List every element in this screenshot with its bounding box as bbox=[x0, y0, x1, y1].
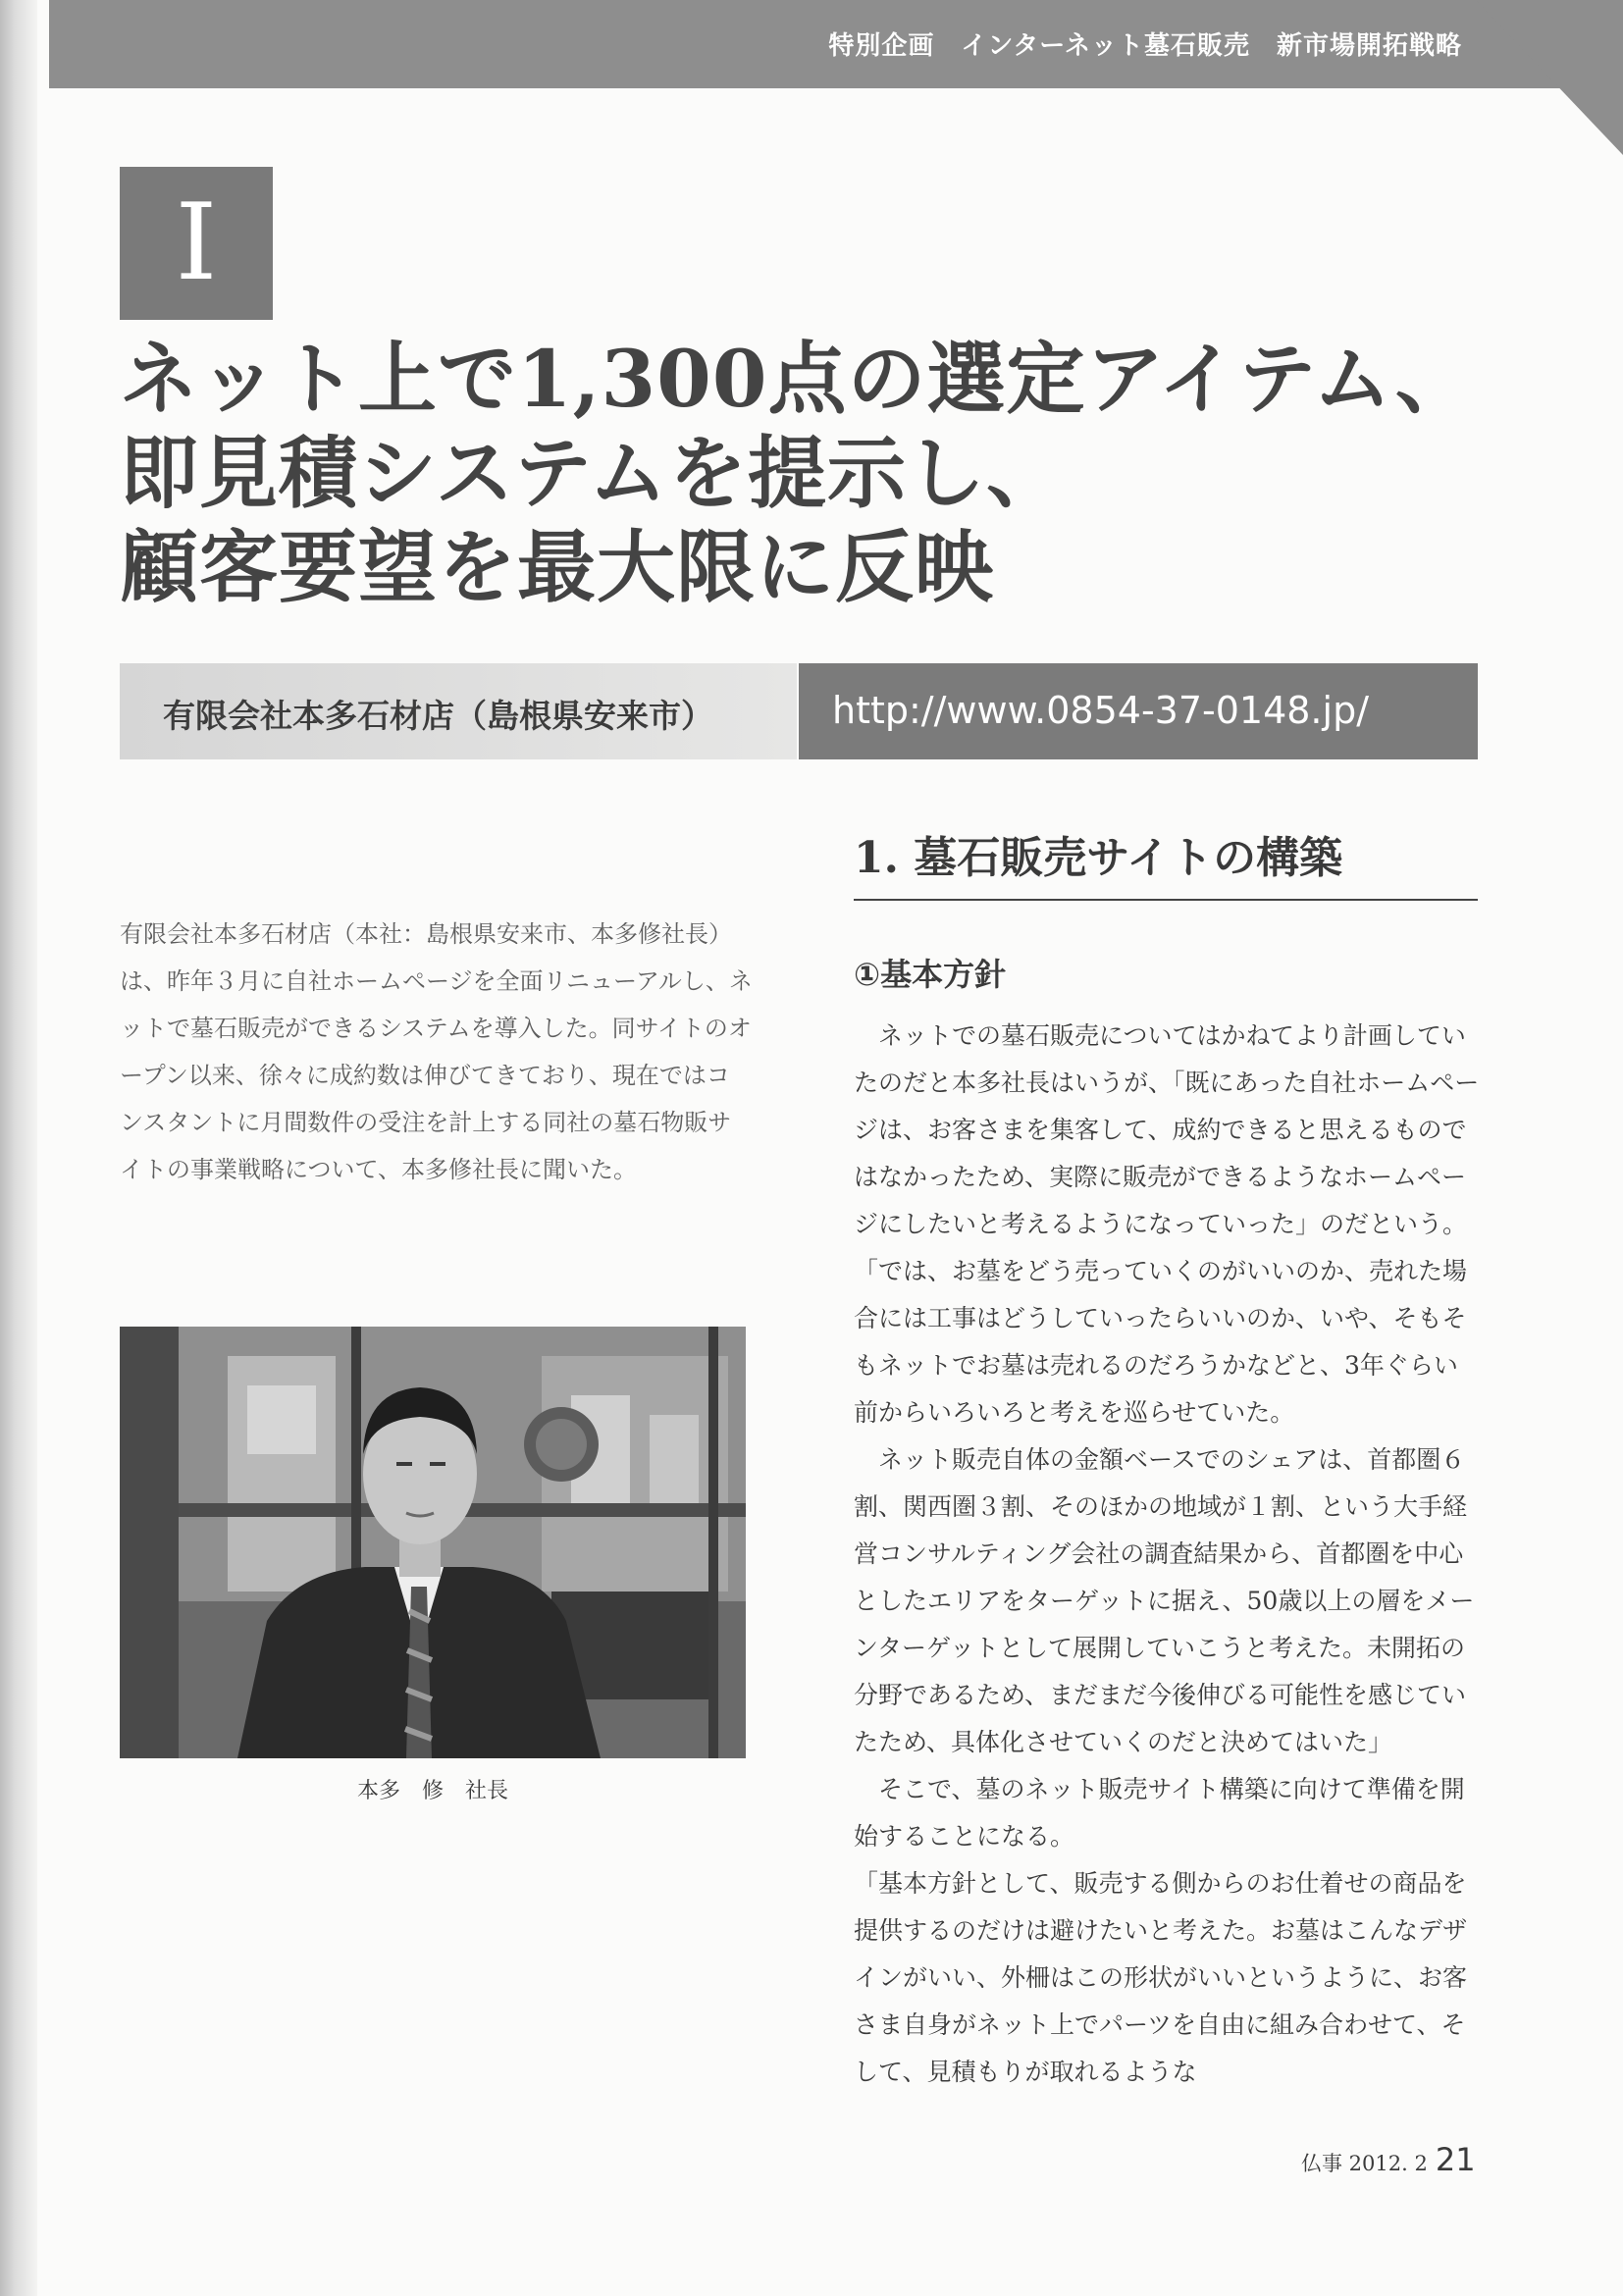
body-paragraph: 「では、お墓をどう売っていくのがいいのか、売れた場合には工事はどうしていったらいいのか、いや、そもそもネットでお墓は売れるのだろうかなどと、3年ぐらい前からいろいろと考えを巡らせていた。 bbox=[854, 1257, 1468, 1427]
corner-tab bbox=[1476, 0, 1623, 155]
company-band bbox=[120, 663, 797, 759]
headline-line: ネット上で1,300点の選定アイテム、 bbox=[120, 333, 1475, 425]
page-number: 21 bbox=[1435, 2141, 1476, 2178]
running-title: 特別企画 インターネット墓石販売 新市場開拓戦略 bbox=[828, 31, 1462, 61]
chapter-marker bbox=[120, 167, 273, 320]
chapter-number: I bbox=[175, 182, 218, 304]
body-paragraph: ネット販売自体の金額ベースでのシェアは、首都圏６割、関西圏３割、そのほかの地域が１割、という大手経営コンサルティング会社の調査結果から、首都圏を中心としたエリアをターゲットに据え、50歳以上の層をメーンターゲットとして展開していこうと考えた。未開拓の分野であるため、まだまだ今後伸びる可能性を感じていたため、具体化させていくのだと決めてはいた」 bbox=[854, 1445, 1475, 1756]
photo-caption: 本多 修 社長 bbox=[356, 1779, 508, 1803]
article-body bbox=[854, 1013, 1482, 2096]
body-paragraph: そこで、墓のネット販売サイト構築に向けて準備を開始することになる。 bbox=[854, 1775, 1465, 1851]
article-headline bbox=[120, 332, 1513, 614]
page-footer bbox=[1301, 2141, 1476, 2178]
body-paragraph: ネットでの墓石販売についてはかねてより計画していたのだと本多社長はいうが、「既にあった自社ホームページは、お客さまを集客して、成約できると思えるものではなかったため、実際に販売ができるようなホームページにしたいと考えるようになっていった」のだという。 bbox=[854, 1021, 1480, 1238]
running-header bbox=[49, 0, 1609, 88]
company-name: 有限会社本多石材店（島根県安来市） bbox=[163, 697, 713, 735]
lead-text: 有限会社本多石材店（本社：島根県安来市、本多修社長）は、昨年３月に自社ホームページを全面リニューアルし、ネットで墓石販売ができるシステムを導入した。同サイトのオープン以来、徐々に成約数は伸びてきており、現在ではコンスタントに月間数件の受注を計上する同社の墓石物販サイトの事業戦略について、本多修社長に聞いた。 bbox=[120, 920, 753, 1183]
subsection-heading: ①基本方針 bbox=[854, 956, 1007, 993]
section-heading: 1. 墓石販売サイトの構築 bbox=[854, 822, 1478, 901]
body-paragraph: 「基本方針として、販売する側からのお仕着せの商品を提供するのだけは避けたいと考えた。お墓はこんなデザインがいい、外柵はこの形状がいいというように、お客さま自身がネット上でパーツを自由に組み合わせて、そして、見積もりが取れるような bbox=[854, 1869, 1468, 2086]
binding-shadow bbox=[0, 0, 37, 2296]
company-url: http://www.0854-37-0148.jp/ bbox=[832, 689, 1369, 732]
lead-paragraph bbox=[120, 911, 753, 1193]
magazine-issue: 仏事 2012. 2 bbox=[1301, 2152, 1428, 2175]
president-photo bbox=[120, 1327, 746, 1758]
headline-line: 顧客要望を最大限に反映 bbox=[120, 521, 994, 613]
headline-line: 即見積システムを提示し、 bbox=[120, 427, 1066, 519]
url-band bbox=[799, 663, 1478, 759]
portrait-image bbox=[120, 1327, 746, 1758]
